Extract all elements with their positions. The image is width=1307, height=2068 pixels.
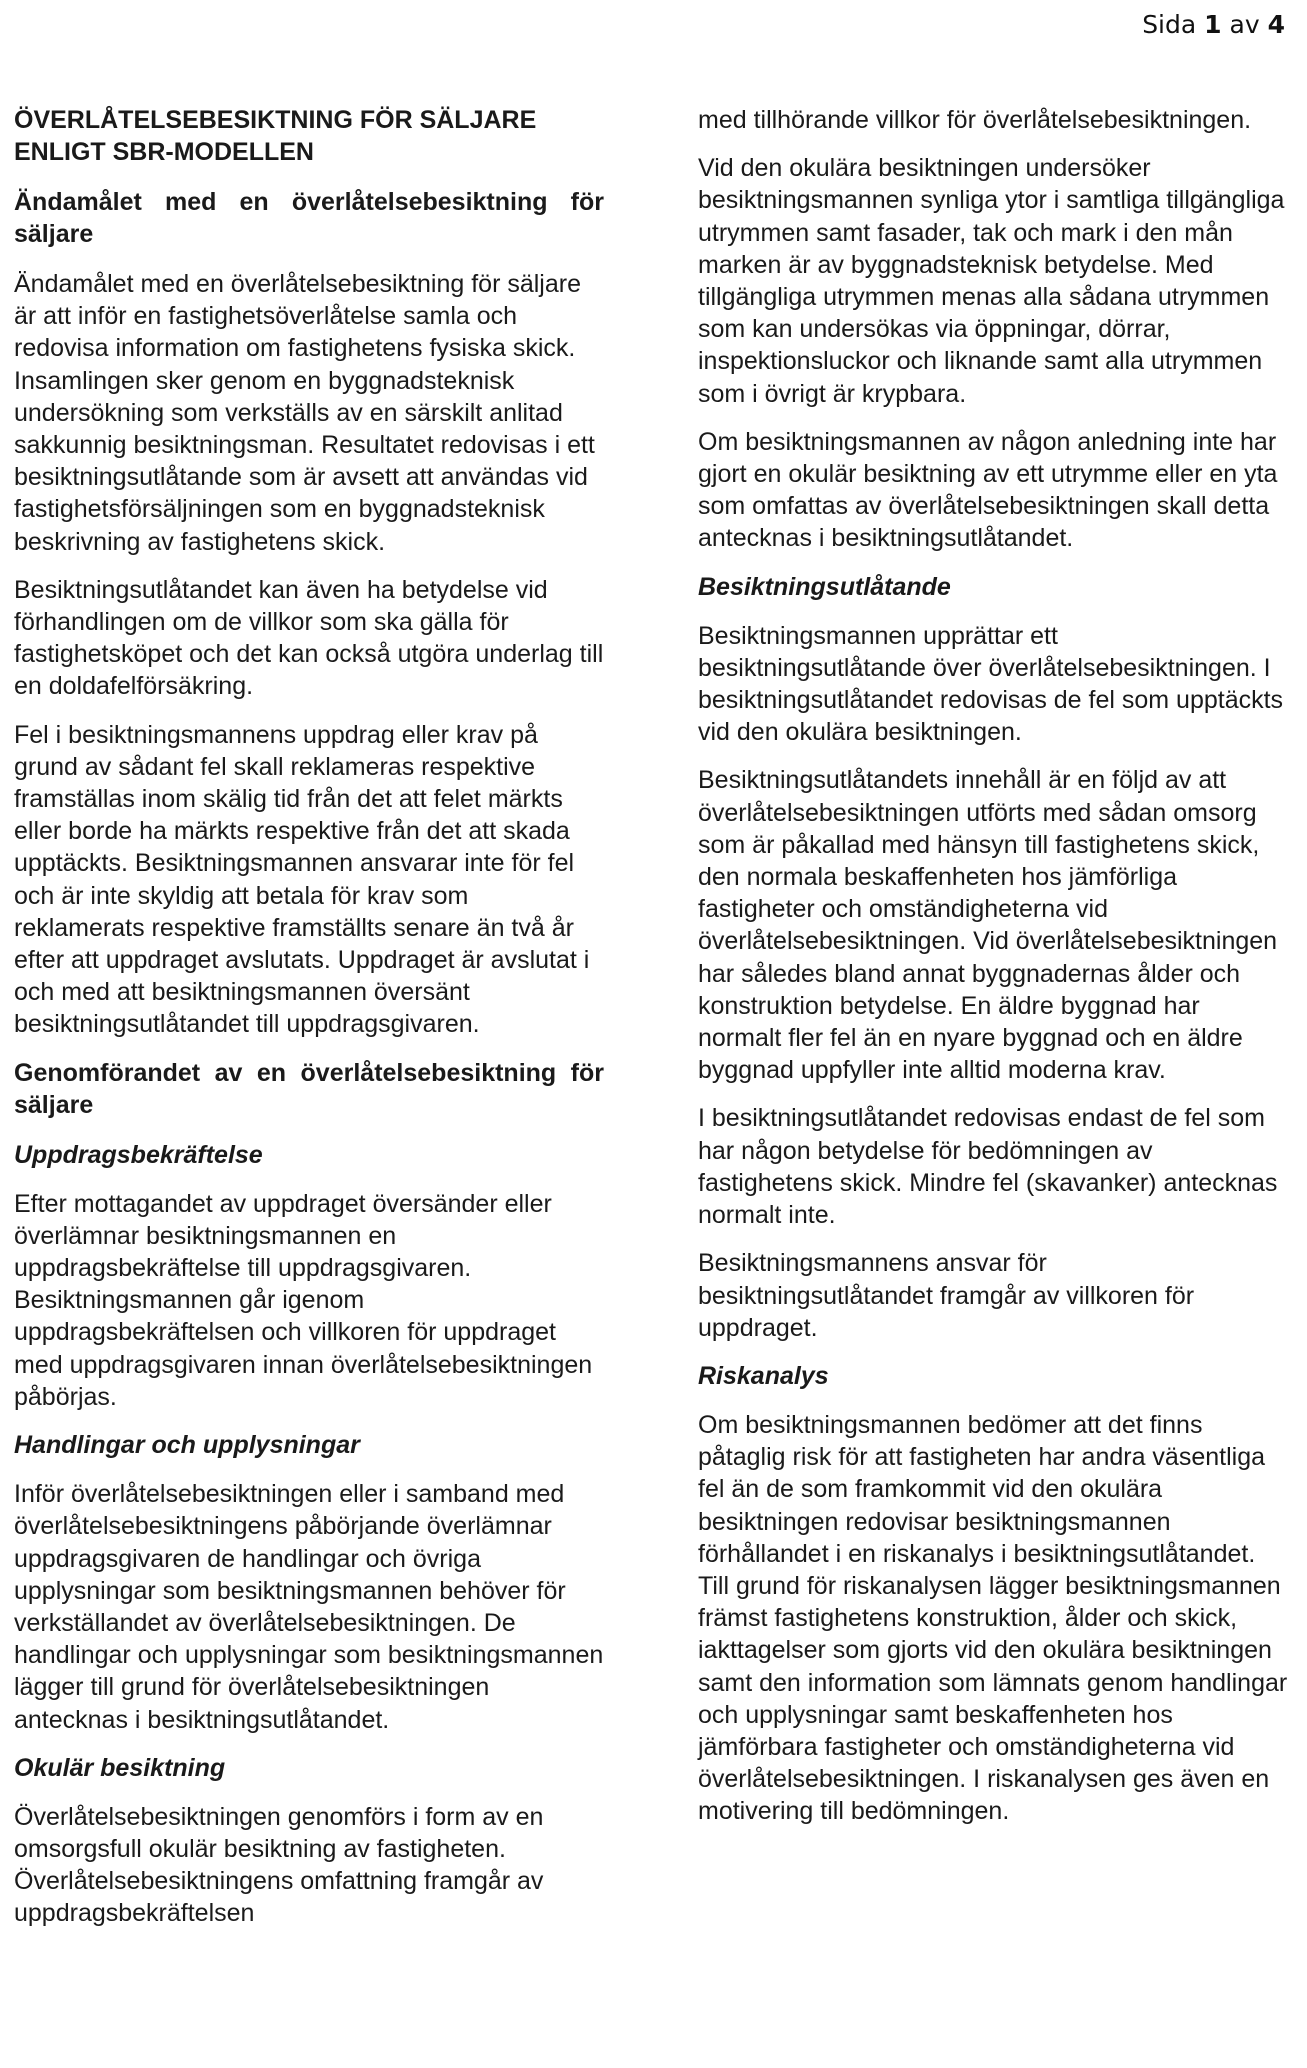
paragraph: Besiktningsutlåtandet kan även ha betydelse vid förhandlingen om de villkor som ska gälla för fastighetsköpet och det kan också utgöra underlag till en doldafelförsäkring. <box>14 575 604 701</box>
heading-andamalet: Ändamålet med en överlåtelsebesiktning för säljare <box>14 188 604 248</box>
right-column <box>698 104 1288 1844</box>
subheading-uppdragsbekraftelse: Uppdragsbekräftelse <box>14 1140 263 1169</box>
paragraph: Ändamålet med en överlåtelsebesiktning för säljare är att inför en fastighetsöverlåtelse samla och redovisa information om fastighetens fysiska skick. Insamlingen sker genom en byggnadsteknisk undersökning som verkställs av en särskilt anlitad sakkunnig besiktningsman. Resultatet redovisas i ett besiktningsutlåtande som är avsett att användas vid fastighetsförsäljningen som en byggnadsteknisk beskrivning av fastighetens skick. <box>14 270 595 556</box>
paragraph: Besiktningsmannen upprättar ett besiktningsutlåtande över överlåtelsebesiktningen. I besiktningsutlåtandet redovisas de fel som upptäckts vid den okulära besiktningen. <box>698 621 1284 747</box>
page-number <box>1142 10 1285 39</box>
paragraph: Vid den okulära besiktningen undersöker besiktningsmannen synliga ytor i samtliga tillgängliga utrymmen samt fasader, tak och mark i den mån marken är av byggnadsteknisk betydelse. Med tillgängliga utrymmen menas alla sådana utrymmen som kan undersökas via öppningar, dörrar, inspektionsluckor och liknande samt alla utrymmen som i övrigt är krypbara. <box>698 154 1285 408</box>
page-number-prefix: Sida <box>1142 10 1197 39</box>
page-number-total: 4 <box>1267 10 1285 39</box>
subheading-handlingar: Handlingar och upplysningar <box>14 1431 360 1460</box>
subheading-riskanalys: Riskanalys <box>698 1361 829 1390</box>
paragraph: Efter mottagandet av uppdraget översänder eller överlämnar besiktningsmannen en uppdragsbekräftelse till uppdragsgivaren. Besiktningsmannen går igenom uppdragsbekräftelsen och villkoren för uppdraget med uppdragsgivaren innan överlåtelsebesiktningen påbörjas. <box>14 1189 593 1411</box>
paragraph: med tillhörande villkor för överlåtelsebesiktningen. <box>698 106 1252 134</box>
paragraph: Överlåtelsebesiktningen genomförs i form av en omsorgsfull okulär besiktning av fastigheten. Överlåtelsebesiktningens omfattning framgår av uppdragsbekräftelsen <box>14 1802 544 1928</box>
subheading-besiktningsutlatande: Besiktningsutlåtande <box>698 572 951 601</box>
heading-genomforandet: Genomförandet av en överlåtelsebesiktning för säljare <box>14 1058 604 1119</box>
paragraph: Om besiktningsmannen av någon anledning inte har gjort en okulär besiktning av ett utrymme eller en yta som omfattas av överlåtelsebesiktningen skall detta antecknas i besiktningsutlåtandet. <box>698 427 1278 553</box>
paragraph: Besiktningsutlåtandets innehåll är en följd av att överlåtelsebesiktningen utförts med sådan omsorg som är påkallad med hänsyn till fastighetens skick, den normala beskaffenheten hos jämförliga fastigheter och omständigheterna vid överlåtelsebesiktningen. Vid överlåtelsebesiktningen har således bland annat byggnadernas ålder och konstruktion betydelse. En äldre byggnad har normalt fler fel än en nyare byggnad och en äldre byggnad uppfyller inte alltid moderna krav. <box>698 766 1278 1085</box>
page-number-separator: av <box>1229 10 1260 39</box>
paragraph: Inför överlåtelsebesiktningen eller i samband med överlåtelsebesiktningens påbörjande överlämnar uppdragsgivaren de handlingar och övriga upplysningar som besiktningsmannen behöver för verkställandet av överlåtelsebesiktningen. De handlingar och upplysningar som besiktningsmannen lägger till grund för överlåtelsebesiktningen antecknas i besiktningsutlåtandet. <box>14 1480 604 1734</box>
paragraph: Om besiktningsmannen bedömer att det finns påtaglig risk för att fastigheten har andra väsentliga fel än de som framkommit vid den okulära besiktningen redovisar besiktningsmannen förhållandet i en riskanalys i besiktningsutlåtandet. Till grund för riskanalysen lägger besiktningsmannen främst fastighetens konstruktion, ålder och skick, iakttagelser som gjorts vid den okulära besiktningen samt den information som lämnats genom handlingar och upplysningar samt beskaffenheten hos jämförbara fastigheter och omständigheterna vid överlåtelsebesiktningen. I riskanalysen ges även en motivering till bedömningen. <box>698 1410 1288 1826</box>
paragraph: Besiktningsmannens ansvar för besiktningsutlåtandet framgår av villkoren för uppdraget. <box>698 1249 1195 1342</box>
subheading-okular-besiktning: Okulär besiktning <box>14 1753 226 1782</box>
left-column <box>14 104 604 1946</box>
paragraph: I besiktningsutlåtandet redovisas endast de fel som har någon betydelse för bedömningen av fastighetens skick. Mindre fel (skavanker) antecknas normalt inte. <box>698 1104 1278 1230</box>
page-number-current: 1 <box>1204 10 1222 39</box>
document-title: ÖVERLÅTELSEBESIKTNING FÖR SÄLJARE ENLIGT SBR-MODELLEN <box>14 106 537 166</box>
paragraph: Fel i besiktningsmannens uppdrag eller krav på grund av sådant fel skall reklameras respektive framställas inom skälig tid från det att felet märkts eller borde ha märkts respektive från det att skada upptäckts. Besiktningsmannen ansvarar inte för fel och är inte skyldig att betala för krav som reklamerats respektive framställts senare än två år efter att uppdraget avslutats. Uppdraget är avslutat i och med att besiktningsmannen översänt besiktningsutlåtandet till uppdragsgivaren. <box>14 720 590 1039</box>
